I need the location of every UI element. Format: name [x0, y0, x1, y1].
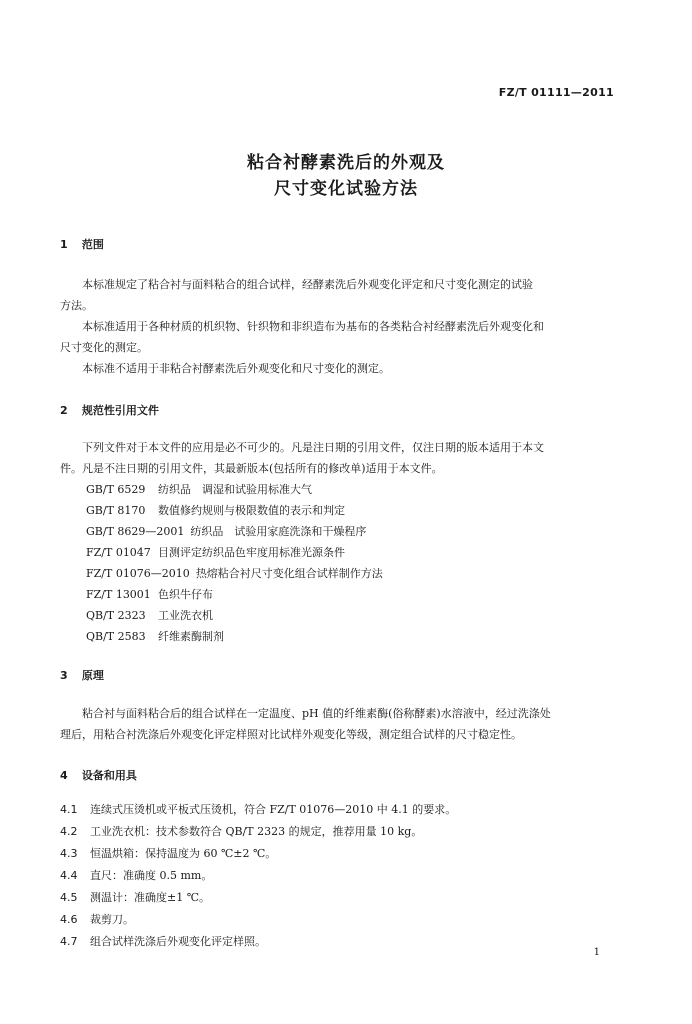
reference-code: FZ/T 01076—2010: [86, 567, 190, 580]
item-text: 恒温烘箱：保持温度为 60 ℃±2 ℃。: [90, 847, 277, 860]
paragraph-text: 本标准规定了粘合衬与面料粘合的组合试样，经酵素洗后外观变化评定和尺寸变化测定的试验: [82, 278, 533, 291]
section-number: 3: [60, 669, 68, 682]
equipment-item: [60, 932, 266, 952]
reference-entry: [86, 500, 345, 521]
reference-title: 数值修约规则与极限数值的表示和判定: [158, 504, 345, 517]
reference-entry: [86, 605, 213, 626]
equipment-item: [60, 910, 134, 930]
reference-entry: [86, 584, 213, 605]
section-1-heading: [60, 236, 104, 252]
equipment-item: [60, 888, 210, 908]
reference-title: 纺织品 调湿和试验用标准大气: [158, 483, 312, 496]
section-title: 范围: [81, 238, 104, 251]
section-3-paragraph-1: [60, 703, 620, 745]
reference-code: GB/T 8629—2001: [86, 525, 185, 538]
item-number: 4.1: [60, 803, 78, 816]
section-2-heading: [60, 402, 159, 418]
equipment-item: [60, 866, 212, 886]
reference-entry: [86, 479, 312, 500]
section-2-paragraph-1: [60, 437, 620, 479]
equipment-item: [60, 800, 456, 820]
item-text: 直尺：准确度 0.5 mm。: [90, 869, 213, 882]
reference-entry: [86, 521, 366, 542]
item-number: 4.7: [60, 935, 78, 948]
paragraph-text: 方法。: [60, 299, 93, 312]
equipment-item: [60, 844, 276, 864]
item-number: 4.4: [60, 869, 78, 882]
reference-title: 色织牛仔布: [158, 588, 213, 601]
section-number: 4: [60, 769, 68, 782]
paragraph-text: 尺寸变化的测定。: [60, 341, 148, 354]
item-text: 组合试样洗涤后外观变化评定样照。: [90, 935, 266, 948]
item-number: 4.2: [60, 825, 78, 838]
item-number: 4.6: [60, 913, 78, 926]
item-text: 测温计：准确度±1 ℃。: [90, 891, 211, 904]
section-title: 规范性引用文件: [81, 404, 159, 417]
section-1-paragraph-3: [60, 358, 620, 379]
paragraph-text: 本标准适用于各种材质的机织物、针织物和非织造布为基布的各类粘合衬经酵素洗后外观变化和: [82, 320, 544, 333]
paragraph-text: 下列文件对于本文件的应用是必不可少的。凡是注日期的引用文件，仅注日期的版本适用于本文: [82, 441, 544, 454]
item-text: 连续式压烫机或平板式压烫机，符合 FZ/T 01076—2010 中 4.1 的要求。: [90, 803, 457, 816]
reference-code: GB/T 8170: [86, 504, 146, 517]
item-number: 4.5: [60, 891, 78, 904]
reference-code: FZ/T 13001: [86, 588, 151, 601]
section-title: 原理: [81, 669, 104, 682]
paragraph-text: 件。凡是不注日期的引用文件，其最新版本(包括所有的修改单)适用于本文件。: [60, 462, 443, 475]
paragraph-text: 本标准不适用于非粘合衬酵素洗后外观变化和尺寸变化的测定。: [82, 362, 390, 375]
reference-code: QB/T 2323: [86, 609, 146, 622]
item-text: 工业洗衣机：技术参数符合 QB/T 2323 的规定，推荐用量 10 kg。: [90, 825, 423, 838]
reference-code: QB/T 2583: [86, 630, 146, 643]
reference-entry: [86, 626, 224, 647]
section-1-paragraph-2: [60, 316, 620, 358]
section-4-heading: [60, 767, 137, 783]
paragraph-text: 粘合衬与面料粘合后的组合试样在一定温度、pH 值的纤维素酶(俗称酵素)水溶液中，经过洗涤处: [82, 707, 551, 720]
reference-code: FZ/T 01047: [86, 546, 151, 559]
section-title: 设备和用具: [81, 769, 137, 782]
reference-entry: [86, 563, 383, 584]
section-1-paragraph-1: [60, 274, 620, 316]
reference-title: 工业洗衣机: [158, 609, 213, 622]
document-title-line2: 尺寸变化试验方法: [274, 179, 418, 199]
item-text: 裁剪刀。: [90, 913, 134, 926]
reference-title: 热熔粘合衬尺寸变化组合试样制作方法: [195, 567, 383, 580]
reference-title: 纤维素酶制剂: [158, 630, 224, 643]
reference-entry: [86, 542, 345, 563]
document-title-line1: 粘合衬酵素洗后的外观及: [247, 153, 445, 173]
paragraph-text: 理后，用粘合衬洗涤后外观变化评定样照对比试样外观变化等级，测定组合试样的尺寸稳定性。: [60, 728, 522, 741]
standard-number: FZ/T 01111—2011: [498, 86, 614, 99]
equipment-item: [60, 822, 422, 842]
reference-title: 目测评定纺织品色牢度用标准光源条件: [158, 546, 345, 559]
section-3-heading: [60, 667, 104, 683]
item-number: 4.3: [60, 847, 78, 860]
reference-title: 纺织品 试验用家庭洗涤和干燥程序: [190, 525, 367, 538]
reference-code: GB/T 6529: [86, 483, 146, 496]
section-number: 1: [60, 238, 68, 251]
section-number: 2: [60, 404, 68, 417]
page-number: 1: [593, 947, 600, 958]
